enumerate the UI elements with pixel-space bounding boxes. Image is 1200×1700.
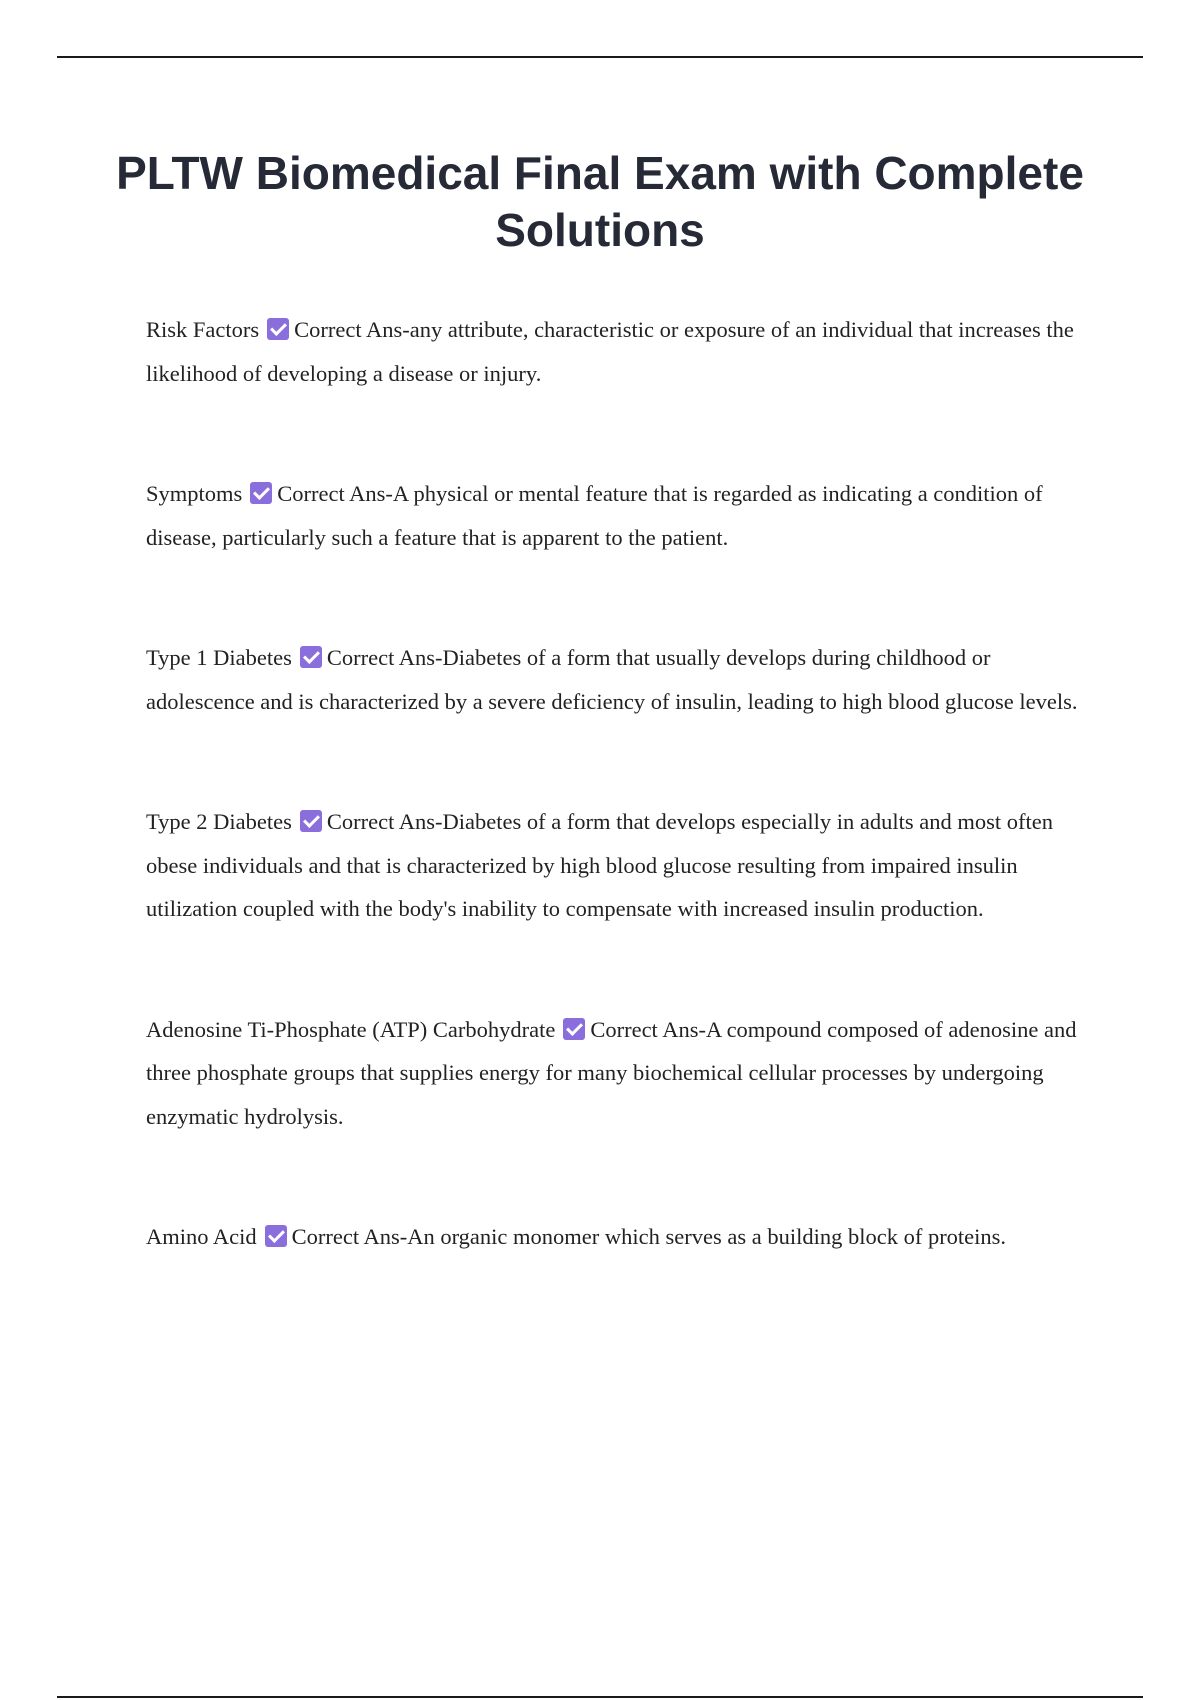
qa-term: Adenosine Ti-Phosphate (ATP) Carbohydrate — [146, 1016, 556, 1042]
check-mark-icon — [563, 1018, 585, 1040]
qa-list — [146, 308, 1096, 1336]
check-mark-icon — [300, 810, 322, 832]
check-mark-icon — [300, 646, 322, 668]
qa-term: Type 2 Diabetes — [146, 809, 292, 834]
qa-term: Symptoms — [146, 481, 243, 506]
qa-term: Type 1 Diabetes — [146, 645, 292, 670]
qa-item — [146, 1215, 1096, 1259]
page-title: PLTW Biomedical Final Exam with Complete Solutions — [116, 147, 1084, 256]
top-rule — [57, 56, 1143, 58]
qa-answer: Correct Ans-Diabetes of a form that develops especially in adults and most often obese individuals and that is characterized by high blood glucose resulting from impaired insulin utilization coupled with the body's inability to compensate with increased insulin production. — [146, 809, 1053, 921]
qa-answer: Correct Ans-A physical or mental feature that is regarded as indicating a condition of disease, particularly such a feature that is apparent to the patient. — [146, 481, 1043, 550]
bottom-rule — [57, 1696, 1143, 1698]
qa-answer: Correct Ans-An organic monomer which serves as a building block of proteins. — [291, 1224, 1007, 1249]
qa-answer: Correct Ans-Diabetes of a form that usually develops during childhood or adolescence and is characterized by a severe deficiency of insulin, leading to high blood glucose levels. — [146, 645, 1078, 714]
check-mark-icon — [267, 318, 289, 340]
qa-term: Amino Acid — [146, 1224, 257, 1249]
qa-term: Risk Factors — [146, 317, 260, 342]
qa-item — [146, 800, 1096, 931]
qa-item — [146, 472, 1096, 559]
qa-answer: Correct Ans-A compound composed of adenosine and three phosphate groups that supplies energy for many biochemical cellular processes by undergoing enzymatic hydrolysis. — [146, 1016, 1077, 1129]
qa-item — [146, 1008, 1096, 1139]
check-mark-icon — [265, 1225, 287, 1247]
qa-item — [146, 636, 1096, 723]
qa-item — [146, 308, 1096, 395]
qa-answer: Correct Ans-any attribute, characteristic or exposure of an individual that increases the likelihood of developing a disease or injury. — [146, 317, 1074, 386]
check-mark-icon — [250, 482, 272, 504]
